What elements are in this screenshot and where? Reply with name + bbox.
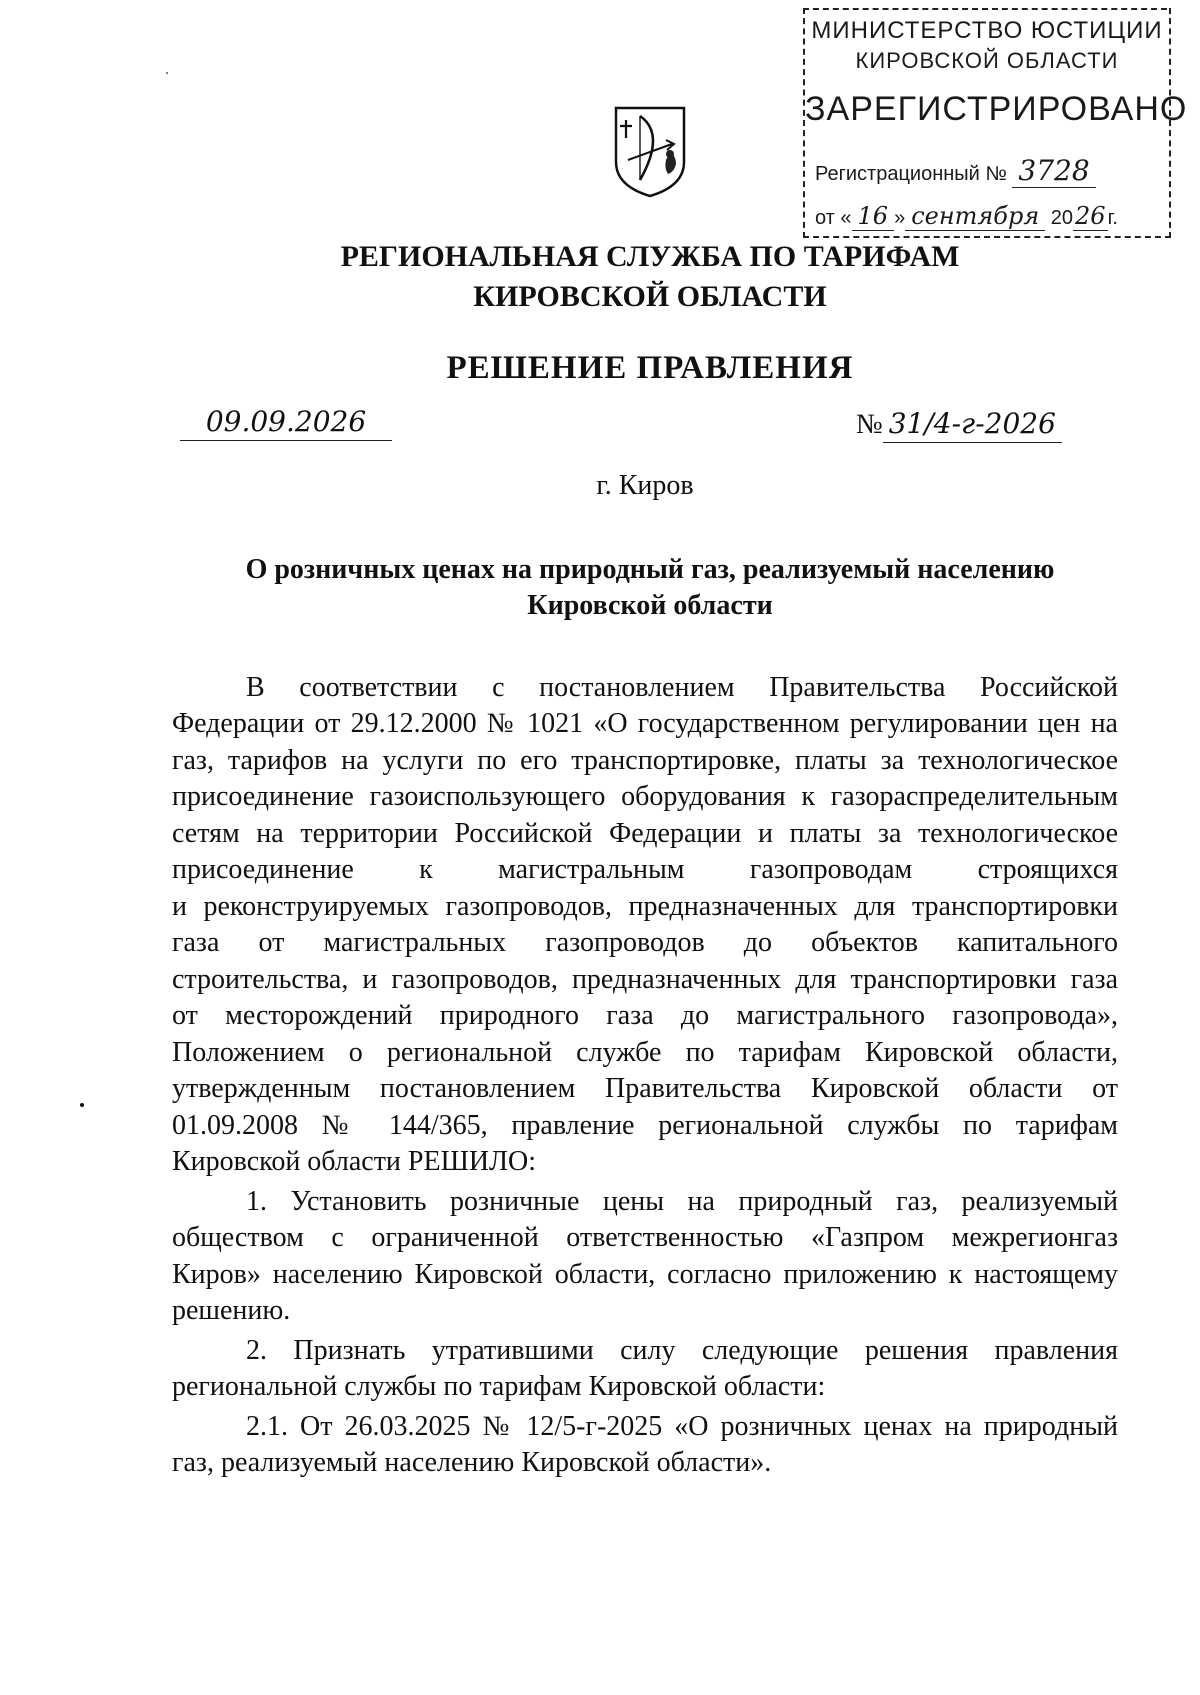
body-line: сетям на территории Российской Федерации и платы за технологическое [172, 818, 1118, 849]
body-line: газ, тарифов на услуги по его транспортировке, платы за технологическое [172, 745, 1118, 776]
body-line: Положением о региональной службе по тарифам Кировской области, [172, 1037, 1118, 1068]
scan-speck [166, 72, 168, 74]
stamp-reg-label: Регистрационный № [815, 163, 1007, 185]
stamp-date-suffix: г. [1107, 207, 1118, 229]
subject-line1: О розничных ценах на природный газ, реализуемый населению [245, 554, 1055, 585]
body-line: Киров» населению Кировской области, согласно приложению к настоящему [172, 1259, 1118, 1290]
body-line: присоединение газоиспользующего оборудования к газораспределительным [172, 781, 1118, 812]
number-prefix: № [856, 409, 883, 440]
body-line: Федерации от 29.12.2000 № 1021 «О государственном регулировании цен на [172, 708, 1118, 739]
stamp-date-mid: » [894, 207, 906, 229]
number-handwritten: 31/4-г-2026 [883, 407, 1062, 443]
decision-date: 09.09.2026 [180, 405, 392, 441]
stamp-date-year-suffix: 26 [1075, 202, 1106, 230]
body-line: обществом с ограниченной ответственностью «Газпром межрегионгаз [172, 1222, 1118, 1253]
stamp-registered: ЗАРЕГИСТРИРОВАНО [805, 90, 1188, 128]
body-line: строительства, и газопроводов, предназначенных для транспортировки газа [172, 964, 1118, 995]
stamp-date-line [815, 202, 1118, 230]
body-line: и реконструируемых газопроводов, предназначенных для транспортировки [172, 891, 1118, 922]
stamp-reg-line [815, 154, 1096, 187]
org-name-line1: РЕГИОНАЛЬНАЯ СЛУЖБА ПО ТАРИФАМ [340, 240, 960, 273]
registration-stamp [803, 8, 1188, 238]
decision-number [856, 407, 1062, 441]
stamp-ministry-line2: КИРОВСКОЙ ОБЛАСТИ [855, 48, 1119, 73]
decision-title: РЕШЕНИЕ ПРАВЛЕНИЯ [446, 350, 854, 386]
city: г. Киров [596, 470, 694, 501]
subject-line2: Кировской области [527, 590, 773, 621]
org-name-line2: КИРОВСКОЙ ОБЛАСТИ [473, 280, 827, 313]
stamp-reg-number: 3728 [1012, 154, 1095, 188]
body-line: от месторождений природного газа до магистрального газопровода», [172, 1000, 1118, 1031]
body-line: газа от магистральных газопроводов до объектов капитального [172, 927, 1118, 958]
body-line: 01.09.2008 № 144/365, правление региональной службы по тарифам [172, 1110, 1118, 1141]
scan-speck [80, 1103, 84, 1107]
body-line: Кировской области РЕШИЛО: [172, 1146, 537, 1177]
body-line: В соответствии с постановлением Правительства Российской [246, 672, 1118, 703]
body-line: присоединение к магистральным газопроводам строящихся [172, 854, 1118, 885]
coat-of-arms-icon [610, 104, 690, 200]
stamp-date-prefix: от « [815, 207, 852, 229]
stamp-date-year-prefix: 20 [1050, 207, 1074, 229]
body-line: решению. [172, 1295, 291, 1326]
stamp-ministry-line1: МИНИСТЕРСТВО ЮСТИЦИИ [811, 17, 1163, 44]
stamp-date-month: сентября [905, 202, 1045, 231]
body-line: утвержденным постановлением Правительства Кировской области от [172, 1073, 1118, 1104]
body-line: региональной службы по тарифам Кировской области: [172, 1371, 826, 1402]
body-line: газ, реализуемый населению Кировской области». [172, 1447, 772, 1478]
body-line: 2. Признать утратившими силу следующие решения правления [246, 1335, 1118, 1366]
stamp-date-day: 16 [852, 202, 895, 231]
body-line: 1. Установить розничные цены на природный газ, реализуемый [246, 1186, 1118, 1217]
body-line: 2.1. От 26.03.2025 № 12/5-г-2025 «О розничных ценах на природный [246, 1411, 1118, 1442]
